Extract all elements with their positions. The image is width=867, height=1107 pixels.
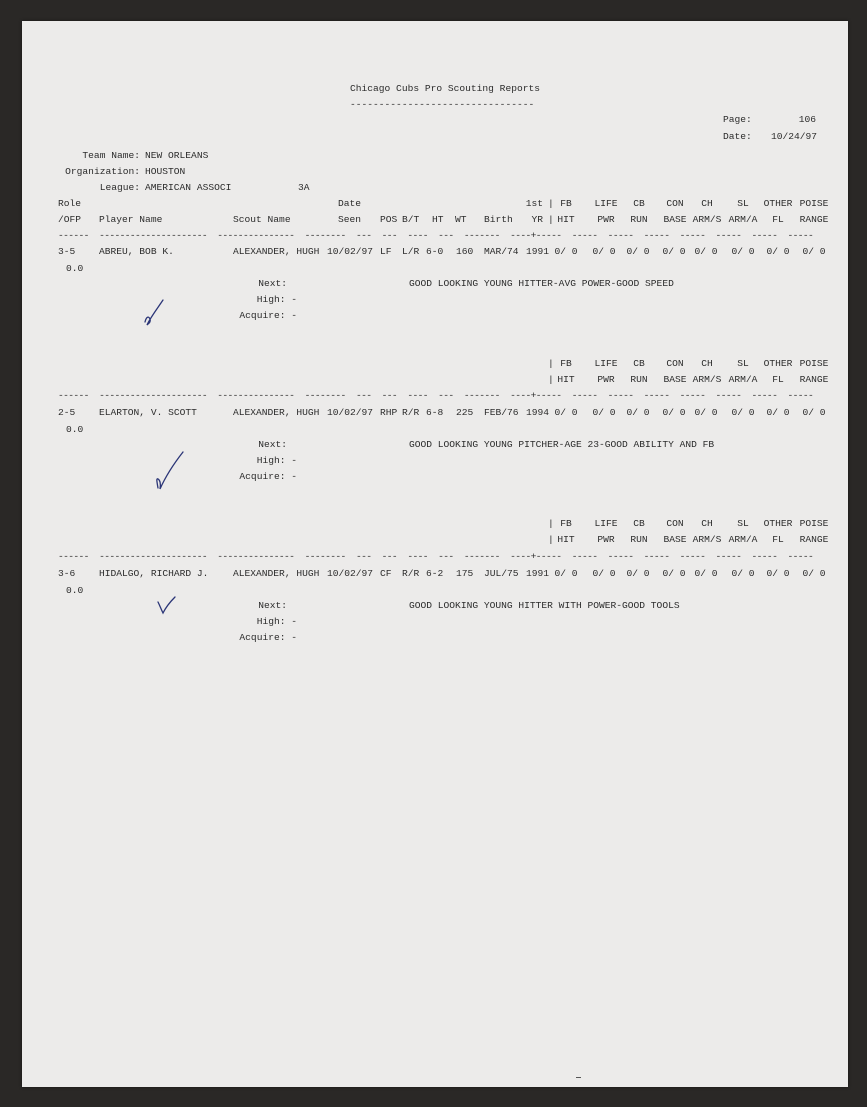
col-header-life: LIFE: [594, 518, 618, 529]
bats-throws: R/R: [402, 407, 420, 418]
col-header-divider: |: [548, 214, 554, 225]
col-header-sl: SL: [737, 358, 749, 369]
col-header-arma: ARM/A: [728, 374, 758, 385]
col-header-poise: POISE: [799, 198, 829, 209]
first-year: 1994: [526, 407, 550, 418]
date-label: Date:: [723, 131, 752, 142]
page-number: 106: [798, 114, 816, 125]
col-header-pwr: PWR: [597, 534, 615, 545]
col-header-fl: FL: [772, 214, 784, 225]
col-header-other: OTHER: [763, 518, 793, 529]
col-header-pos: POS: [380, 214, 398, 225]
col-header-run: RUN: [630, 214, 648, 225]
col-header-fb: FB: [560, 518, 572, 529]
col-header-run: RUN: [630, 534, 648, 545]
player-role: 2-5: [58, 407, 76, 418]
col-header-range: RANGE: [799, 534, 829, 545]
col-header-cb: CB: [633, 518, 645, 529]
title-rule: --------------------------------: [350, 99, 535, 110]
col-header-range: RANGE: [799, 214, 829, 225]
player-role: 3-5: [58, 246, 76, 257]
col-header-base: BASE: [663, 534, 687, 545]
header-underline: ------ --------------------- --------------- -------- --- --- ---- --- ------- ----+----- ----- ----- ----- ----- ----- ----- -----: [58, 551, 814, 562]
col-header-divider: |: [548, 374, 554, 385]
grade-ch: 0/ 0: [694, 246, 718, 257]
date-seen: 10/02/97: [327, 246, 374, 257]
next-label: Next:: [258, 439, 287, 450]
col-header-con: CON: [666, 358, 684, 369]
col-header-seen: Seen: [338, 214, 362, 225]
grade-con: 0/ 0: [662, 568, 686, 579]
col-header-fb: FB: [560, 358, 572, 369]
col-header-bt: B/T: [402, 214, 420, 225]
organization-label: Organization:: [65, 166, 140, 177]
date-seen: 10/02/97: [327, 568, 374, 579]
col-header-arms: ARM/S: [692, 374, 722, 385]
acquire-label: Acquire: -: [239, 310, 297, 321]
col-header-birth: Birth: [484, 214, 513, 225]
col-header-fb: FB: [560, 198, 572, 209]
player-birth: MAR/74: [484, 246, 519, 257]
grade-cb: 0/ 0: [626, 568, 650, 579]
grade-life: 0/ 0: [592, 246, 616, 257]
col-header-fl: FL: [772, 374, 784, 385]
col-header-sl: SL: [737, 518, 749, 529]
league-name: AMERICAN ASSOCI: [145, 182, 232, 193]
grade-life: 0/ 0: [592, 407, 616, 418]
team-name: NEW ORLEANS: [145, 150, 209, 161]
col-header-poise: POISE: [799, 358, 829, 369]
grade-cb: 0/ 0: [626, 246, 650, 257]
next-label: Next:: [258, 278, 287, 289]
scout-name: ALEXANDER, HUGH: [233, 246, 320, 257]
col-header-hit: HIT: [557, 534, 575, 545]
grade-fb: 0/ 0: [554, 568, 578, 579]
col-header-role: Role: [58, 198, 82, 209]
col-header-range: RANGE: [799, 374, 829, 385]
col-header-scout-name: Scout Name: [233, 214, 291, 225]
next-label: Next:: [258, 600, 287, 611]
league-label: League:: [99, 182, 140, 193]
player-name: HIDALGO, RICHARD J.: [99, 568, 209, 579]
player-height: 6-2: [426, 568, 444, 579]
team-label: Team Name:: [82, 150, 140, 161]
col-header-run: RUN: [630, 374, 648, 385]
col-header-base: BASE: [663, 214, 687, 225]
grade-other: 0/ 0: [766, 407, 790, 418]
player-role: 3-6: [58, 568, 76, 579]
col-header-con: CON: [666, 198, 684, 209]
col-header-ch: CH: [701, 198, 713, 209]
player-name: ABREU, BOB K.: [99, 246, 174, 257]
player-birth: JUL/75: [484, 568, 519, 579]
bats-throws: R/R: [402, 568, 420, 579]
col-header-first: 1st: [525, 198, 543, 209]
grade-other: 0/ 0: [766, 246, 790, 257]
col-header-other: OTHER: [763, 198, 793, 209]
col-header-ofp: /OFP: [58, 214, 82, 225]
col-header-cb: CB: [633, 198, 645, 209]
col-header-yr: YR: [531, 214, 543, 225]
col-header-ht: HT: [432, 214, 444, 225]
col-header-ch: CH: [701, 358, 713, 369]
page-label: Page:: [723, 114, 752, 125]
grade-con: 0/ 0: [662, 246, 686, 257]
grade-ch: 0/ 0: [694, 407, 718, 418]
high-label: High: -: [256, 616, 297, 627]
report-page: [22, 21, 848, 1087]
col-header-ch: CH: [701, 518, 713, 529]
col-header-life: LIFE: [594, 358, 618, 369]
col-header-base: BASE: [663, 374, 687, 385]
player-weight: 225: [456, 407, 474, 418]
page-mark: [576, 1077, 581, 1078]
col-header-hit: HIT: [557, 374, 575, 385]
player-ofp: 0.0: [66, 263, 84, 274]
high-label: High: -: [256, 455, 297, 466]
bats-throws: L/R: [402, 246, 420, 257]
grade-sl: 0/ 0: [731, 246, 755, 257]
acquire-label: Acquire: -: [239, 632, 297, 643]
player-position: RHP: [380, 407, 398, 418]
league-level: 3A: [298, 182, 310, 193]
player-height: 6-0: [426, 246, 444, 257]
grade-poise: 0/ 0: [802, 568, 826, 579]
col-header-wt: WT: [455, 214, 467, 225]
col-header-arma: ARM/A: [728, 214, 758, 225]
grade-sl: 0/ 0: [731, 568, 755, 579]
scout-name: ALEXANDER, HUGH: [233, 407, 320, 418]
acquire-label: Acquire: -: [239, 471, 297, 482]
player-name: ELARTON, V. SCOTT: [99, 407, 197, 418]
player-position: CF: [380, 568, 392, 579]
grade-fb: 0/ 0: [554, 407, 578, 418]
col-header-divider: |: [548, 534, 554, 545]
grade-ch: 0/ 0: [694, 568, 718, 579]
col-header-poise: POISE: [799, 518, 829, 529]
player-position: LF: [380, 246, 392, 257]
col-header-date: Date: [338, 198, 362, 209]
col-header-sl: SL: [737, 198, 749, 209]
grade-life: 0/ 0: [592, 568, 616, 579]
scout-comment: GOOD LOOKING YOUNG HITTER WITH POWER-GOOD TOOLS: [409, 600, 680, 611]
col-header-arma: ARM/A: [728, 534, 758, 545]
player-weight: 175: [456, 568, 474, 579]
col-header-divider: |: [548, 518, 554, 529]
col-header-player-name: Player Name: [99, 214, 163, 225]
col-header-other: OTHER: [763, 358, 793, 369]
col-header-pwr: PWR: [597, 214, 615, 225]
col-header-arms: ARM/S: [692, 214, 722, 225]
player-ofp: 0.0: [66, 585, 84, 596]
scout-name: ALEXANDER, HUGH: [233, 568, 320, 579]
scout-comment: GOOD LOOKING YOUNG PITCHER-AGE 23-GOOD ABILITY AND FB: [409, 439, 715, 450]
grade-sl: 0/ 0: [731, 407, 755, 418]
report-title: Chicago Cubs Pro Scouting Reports: [350, 83, 540, 94]
col-header-pwr: PWR: [597, 374, 615, 385]
grade-con: 0/ 0: [662, 407, 686, 418]
col-header-divider: |: [548, 358, 554, 369]
grade-other: 0/ 0: [766, 568, 790, 579]
col-header-hit: HIT: [557, 214, 575, 225]
header-underline: ------ --------------------- --------------- -------- --- --- ---- --- ------- ----+----- ----- ----- ----- ----- ----- ----- -----: [58, 230, 814, 241]
high-label: High: -: [256, 294, 297, 305]
player-birth: FEB/76: [484, 407, 519, 418]
col-header-cb: CB: [633, 358, 645, 369]
col-header-life: LIFE: [594, 198, 618, 209]
grade-poise: 0/ 0: [802, 407, 826, 418]
report-date: 10/24/97: [770, 131, 817, 142]
col-header-con: CON: [666, 518, 684, 529]
player-weight: 160: [456, 246, 474, 257]
organization-name: HOUSTON: [145, 166, 186, 177]
scout-comment: GOOD LOOKING YOUNG HITTER-AVG POWER-GOOD SPEED: [409, 278, 674, 289]
date-seen: 10/02/97: [327, 407, 374, 418]
col-header-divider: |: [548, 198, 554, 209]
grade-fb: 0/ 0: [554, 246, 578, 257]
header-underline: ------ --------------------- --------------- -------- --- --- ---- --- ------- ----+----- ----- ----- ----- ----- ----- ----- -----: [58, 390, 814, 401]
first-year: 1991: [526, 246, 550, 257]
player-height: 6-8: [426, 407, 444, 418]
first-year: 1991: [526, 568, 550, 579]
col-header-fl: FL: [772, 534, 784, 545]
player-ofp: 0.0: [66, 424, 84, 435]
col-header-arms: ARM/S: [692, 534, 722, 545]
grade-cb: 0/ 0: [626, 407, 650, 418]
grade-poise: 0/ 0: [802, 246, 826, 257]
